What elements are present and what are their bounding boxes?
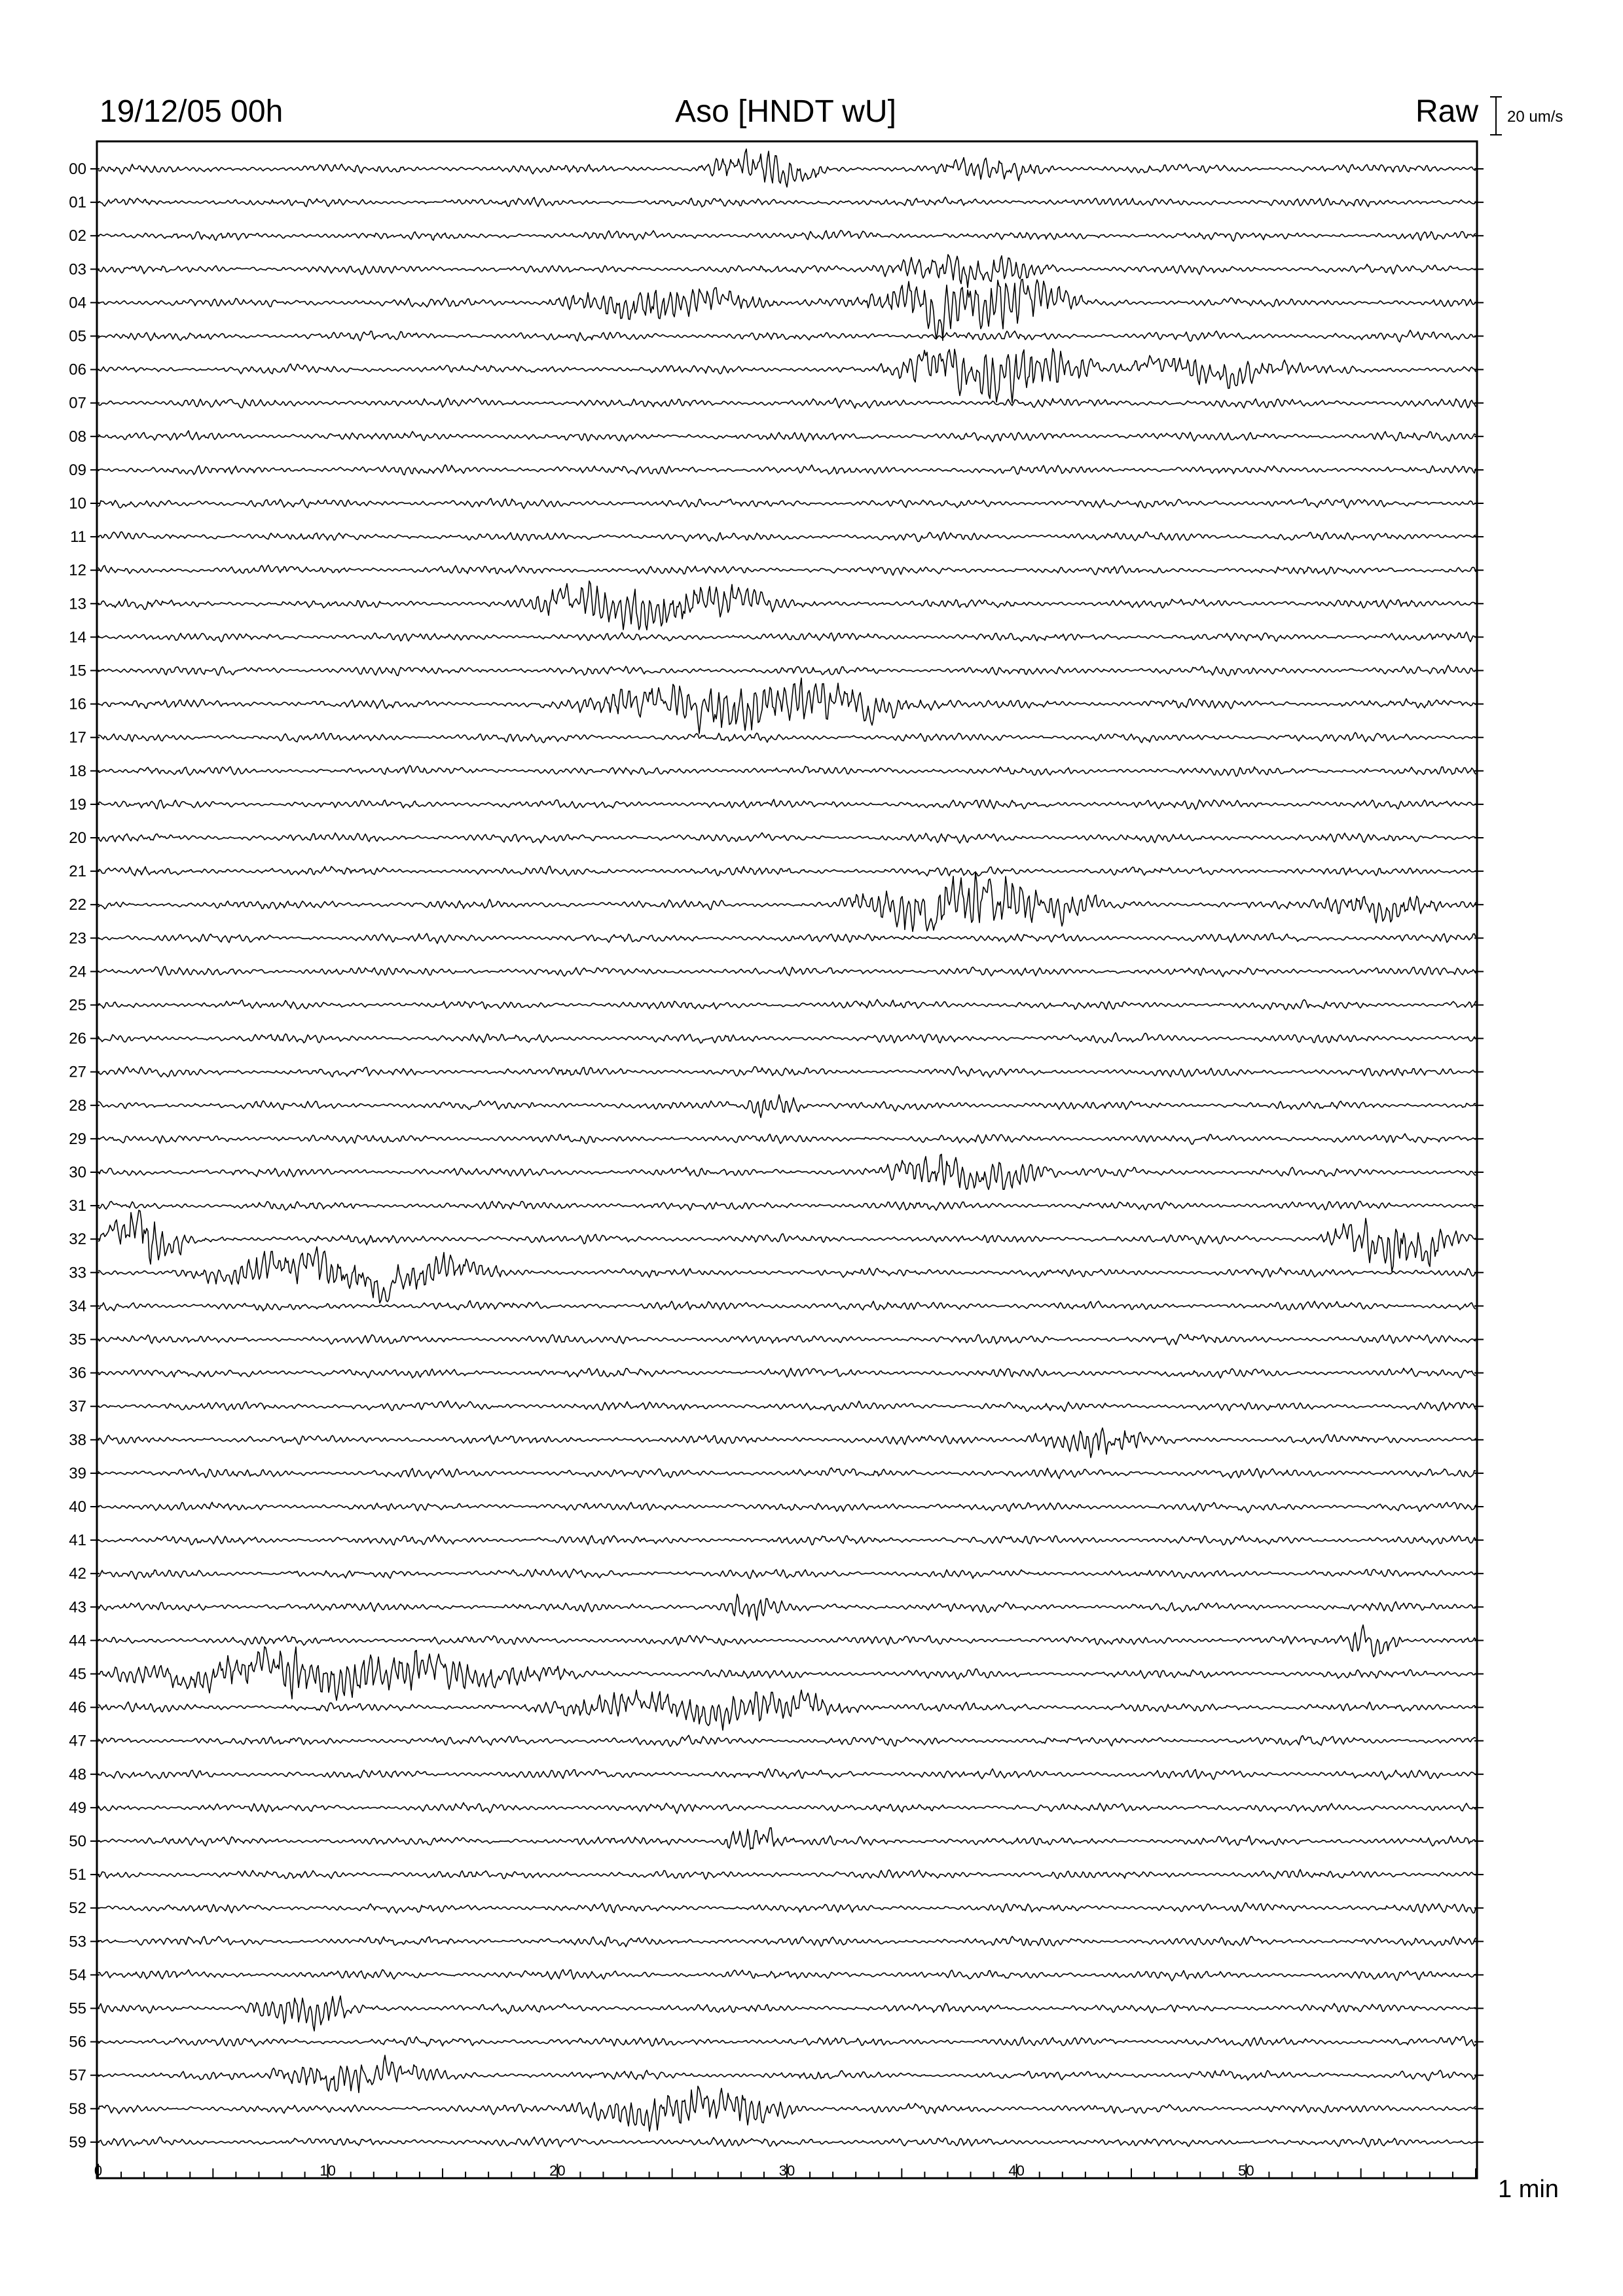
trace-line: [98, 632, 1476, 642]
x-tick-label: 10: [319, 2162, 336, 2179]
row-label: 41: [69, 1532, 86, 1550]
trace-line: [98, 1300, 1476, 1311]
trace-line: [98, 999, 1476, 1010]
row-label: 05: [69, 327, 86, 346]
trace-line: [98, 1502, 1476, 1513]
row-label: 35: [69, 1331, 86, 1349]
trace-line: [98, 197, 1476, 207]
trace-line: [98, 279, 1476, 340]
x-tick-label: 20: [549, 2162, 566, 2179]
trace-line: [98, 2055, 1476, 2092]
row-label: 18: [69, 762, 86, 780]
trace-line: [98, 532, 1476, 542]
row-label: 20: [69, 829, 86, 847]
scale-label: 20 um/s: [1507, 108, 1563, 126]
trace-line: [98, 1155, 1476, 1190]
trace-line: [98, 872, 1476, 931]
row-label: 01: [69, 194, 86, 212]
trace-line: [98, 1869, 1476, 1879]
trace-line: [98, 331, 1476, 342]
row-label: 50: [69, 1833, 86, 1850]
row-label: 57: [69, 2066, 86, 2085]
row-label: 47: [69, 1732, 86, 1750]
amplitude-scale-bar: [1490, 97, 1563, 135]
row-label: 51: [69, 1866, 86, 1884]
trace-line: [98, 1625, 1476, 1657]
row-ticks: [90, 169, 1484, 2142]
row-label: 22: [69, 896, 86, 914]
trace-line: [98, 732, 1476, 743]
trace-line: [98, 499, 1476, 509]
trace-line: [98, 565, 1476, 575]
row-label: 48: [69, 1765, 86, 1784]
trace-line: [98, 149, 1476, 187]
trace-line: [98, 1903, 1476, 1913]
trace-line: [98, 1033, 1476, 1043]
row-label: 17: [69, 728, 86, 747]
trace-line: [98, 678, 1476, 734]
row-label: 59: [69, 2133, 86, 2151]
row-label: 32: [69, 1230, 86, 1249]
trace-line: [98, 1690, 1476, 1730]
header-mode: Raw: [1415, 94, 1478, 129]
row-labels: [69, 160, 86, 2151]
trace-line: [98, 1535, 1476, 1545]
row-label: 13: [69, 595, 86, 613]
trace-line: [98, 1468, 1476, 1479]
trace-line: [98, 1594, 1476, 1621]
trace-line: [98, 1067, 1476, 1078]
row-label: 40: [69, 1498, 86, 1516]
trace-line: [98, 799, 1476, 809]
trace-line: [98, 1247, 1476, 1303]
x-tick-label: 50: [1238, 2162, 1254, 2179]
row-label: 28: [69, 1096, 86, 1115]
row-label: 03: [69, 260, 86, 279]
row-label: 55: [69, 2000, 86, 2018]
row-label: 36: [69, 1364, 86, 1382]
trace-line: [98, 1201, 1476, 1210]
row-label: 00: [69, 160, 86, 178]
x-tick-label: 40: [1008, 2162, 1025, 2179]
row-label: 38: [69, 1431, 86, 1449]
row-label: 45: [69, 1665, 86, 1683]
row-label: 42: [69, 1565, 86, 1583]
row-label: 10: [69, 495, 86, 512]
row-label: 07: [69, 394, 86, 412]
row-label: 04: [69, 294, 86, 312]
row-label: 27: [69, 1063, 86, 1081]
row-label: 15: [69, 662, 86, 680]
trace-line: [98, 1647, 1476, 1700]
row-label: 54: [69, 1966, 86, 1984]
row-label: 09: [69, 461, 86, 479]
trace-line: [98, 2086, 1476, 2131]
trace-line: [98, 2037, 1476, 2047]
row-label: 26: [69, 1030, 86, 1048]
row-label: 33: [69, 1264, 86, 1282]
row-label: 46: [69, 1698, 86, 1717]
row-label: 43: [69, 1598, 86, 1617]
trace-line: [98, 465, 1476, 475]
x-axis: [94, 2162, 1476, 2179]
row-label: 49: [69, 1799, 86, 1817]
trace-line: [98, 1768, 1476, 1780]
trace-line: [98, 2137, 1476, 2147]
trace-line: [98, 1134, 1476, 1144]
row-label: 11: [70, 528, 86, 547]
trace-line: [98, 431, 1476, 442]
trace-line: [98, 1828, 1476, 1850]
trace-line: [98, 1401, 1476, 1411]
x-tick-label: 0: [94, 2162, 103, 2179]
trace-line: [98, 866, 1476, 876]
row-label: 24: [69, 963, 86, 981]
trace-line: [98, 933, 1476, 944]
row-label: 53: [69, 1933, 86, 1951]
trace-line: [98, 348, 1476, 403]
trace-line: [98, 1369, 1476, 1378]
row-label: 02: [69, 227, 86, 245]
trace-line: [98, 1335, 1476, 1345]
trace-line: [98, 1969, 1476, 1981]
traces: [98, 149, 1476, 2147]
trace-line: [98, 666, 1476, 676]
trace-line: [98, 1095, 1476, 1118]
row-label: 23: [69, 929, 86, 948]
row-label: 37: [69, 1397, 86, 1416]
x-unit-label: 1 min: [1498, 2176, 1559, 2203]
header-station-title: Aso [HNDT wU]: [675, 94, 896, 129]
row-label: 52: [69, 1899, 86, 1918]
trace-line: [98, 766, 1476, 777]
row-label: 14: [69, 628, 86, 647]
row-label: 29: [69, 1130, 86, 1148]
trace-line: [98, 255, 1476, 288]
trace-line: [98, 1210, 1476, 1272]
row-label: 58: [69, 2100, 86, 2118]
trace-line: [98, 1937, 1476, 1947]
row-label: 21: [69, 863, 86, 881]
trace-line: [98, 230, 1476, 242]
trace-line: [98, 967, 1476, 977]
trace-line: [98, 833, 1476, 843]
row-label: 06: [69, 361, 86, 379]
row-label: 08: [69, 427, 86, 446]
trace-line: [98, 1428, 1476, 1458]
row-label: 12: [69, 562, 86, 580]
header: [100, 94, 1563, 135]
row-label: 31: [69, 1197, 86, 1215]
row-label: 44: [69, 1632, 86, 1650]
row-label: 39: [69, 1464, 86, 1482]
trace-line: [98, 581, 1476, 630]
row-label: 34: [69, 1297, 86, 1316]
row-label: 30: [69, 1164, 86, 1181]
row-label: 25: [69, 996, 86, 1014]
trace-line: [98, 1996, 1476, 2032]
trace-line: [98, 1735, 1476, 1746]
row-label: 16: [69, 695, 86, 713]
trace-line: [98, 1803, 1476, 1814]
x-tick-label: 30: [778, 2162, 795, 2179]
row-label: 56: [69, 2033, 86, 2051]
row-label: 19: [69, 795, 86, 814]
header-datetime: 19/12/05 00h: [100, 94, 283, 129]
trace-line: [98, 398, 1476, 408]
trace-line: [98, 1569, 1476, 1579]
